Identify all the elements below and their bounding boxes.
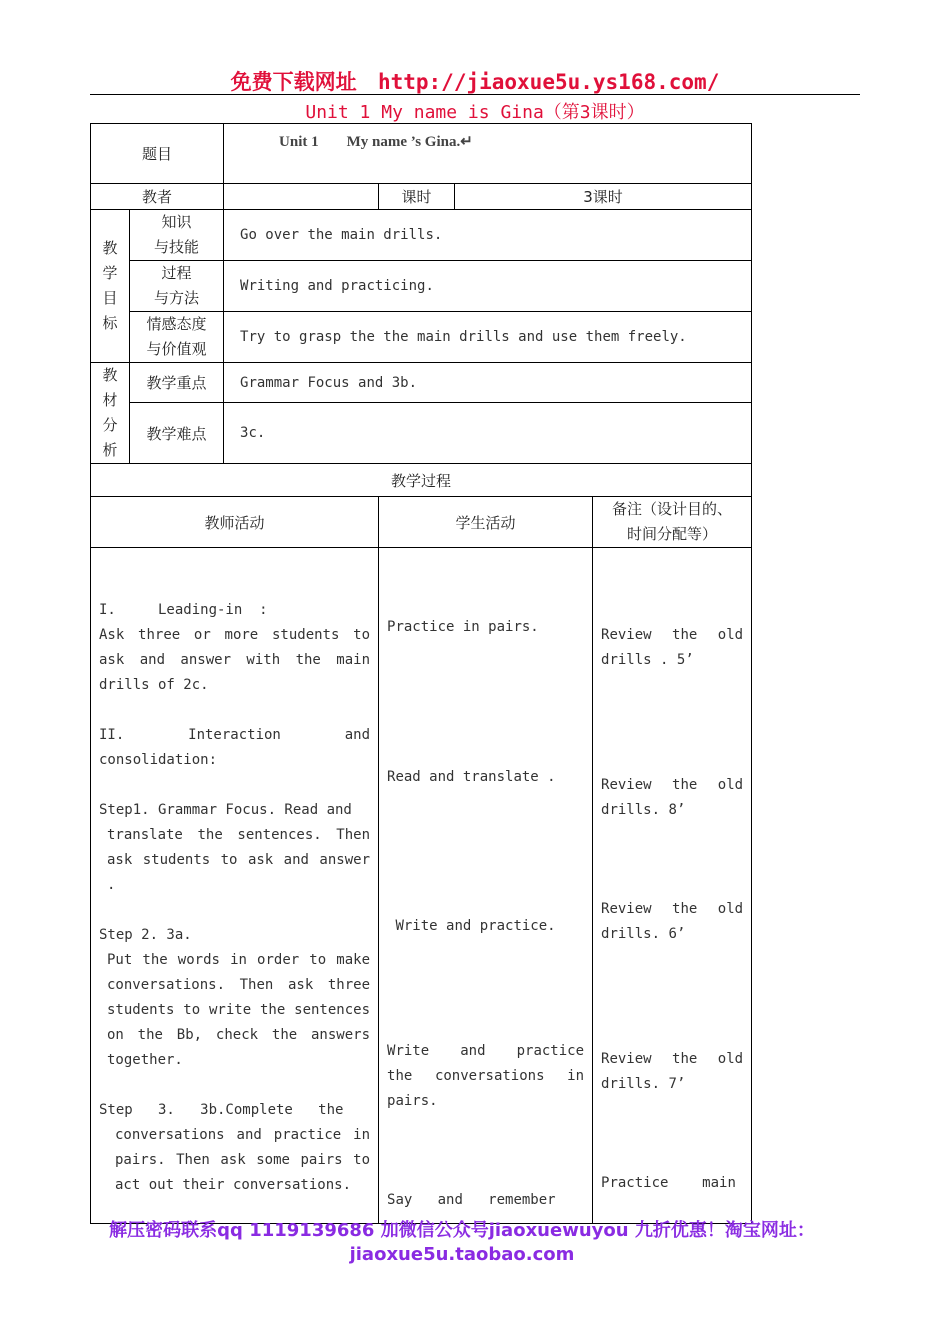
period-value: 3课时 [455, 184, 752, 210]
teacher-activity-item: Step 3. 3b.Complete the conversations and practice in pairs. Then ask some pairs to act out their conversations. [99, 1102, 371, 1193]
goal-process-label: 过程 与方法 [130, 261, 224, 312]
key-point-text: Grammar Focus and 3b. [224, 363, 752, 403]
topic-label: 题目 [91, 124, 224, 184]
teacher-label: 教者 [91, 184, 224, 210]
download-site-label: 免费下载网址 [230, 70, 357, 94]
goal-knowledge-text: Go over the main drills. [224, 210, 752, 261]
goals-label: 教 学 目 标 [91, 210, 130, 363]
footer-contact: 解压密码联系qq 1119139686 加微信公众号jiaoxuewuyou 九折优惠！淘宝网址：jiaoxue5u.taobao.com [109, 1220, 815, 1265]
teacher-activity-item: Step1. Grammar Focus. Read and translate the sentences. Then ask students to ask and answer . [99, 802, 371, 893]
teacher-value [224, 184, 379, 210]
student-activity-item: Write and practice. [387, 918, 556, 934]
teacher-activity-header: 教师活动 [91, 497, 379, 548]
student-activity-item: Read and translate . [387, 769, 556, 785]
goal-process-text: Writing and practicing. [224, 261, 752, 312]
topic-name: My name ’s Gina.↵ [346, 134, 473, 150]
analysis-label: 教 材 分 析 [91, 363, 130, 464]
student-activity-item: Practice in pairs. [387, 619, 539, 635]
topic-value-cell [224, 124, 752, 184]
topic-value [279, 132, 473, 151]
note-item: Review the old drills. 6’ [601, 901, 752, 942]
process-heading: 教学过程 [91, 464, 752, 497]
goal-knowledge-label: 知识 与技能 [130, 210, 224, 261]
note-item: Review the old drills. 8’ [601, 777, 752, 818]
teacher-activity-item: Step 2. 3a. Put the words in order to make conversations. Then ask three students to write the sentences on the Bb, check the answers together. [99, 927, 371, 1068]
page-title: Unit 1 My name is Gina（第3课时） [305, 102, 645, 123]
header-rule [90, 94, 860, 95]
notes-header: 备注（设计目的、 时间分配等） [593, 497, 752, 548]
difficult-point-text: 3c. [224, 403, 752, 464]
key-point-label: 教学重点 [130, 363, 224, 403]
student-activity-item: Say and remember [387, 1192, 556, 1208]
note-item: Practice main [601, 1175, 736, 1191]
period-label: 课时 [379, 184, 455, 210]
difficult-point-label: 教学难点 [130, 403, 224, 464]
download-site-header [0, 66, 950, 96]
note-item: Review the old drills . 5’ [601, 627, 752, 668]
student-activity-item: Write and practice the conversations in pairs. [387, 1043, 593, 1109]
download-site-link[interactable]: http://jiaoxue5u.ys168.com/ [377, 70, 720, 94]
goal-attitude-text: Try to grasp the the main drills and use them freely. [224, 312, 752, 363]
teacher-activity-item: II. Interaction and consolidation: [99, 727, 379, 768]
teacher-activity-item: I. Leading-in : Ask three or more students to ask and answer with the main drills of 2c. [99, 602, 371, 693]
lesson-plan-table [90, 123, 752, 1224]
student-activity-header: 学生活动 [379, 497, 593, 548]
student-activities-cell [379, 548, 593, 1224]
goal-attitude-label: 情感态度 与价值观 [130, 312, 224, 363]
note-item: Review the old drills. 7’ [601, 1051, 752, 1092]
notes-cell [593, 548, 752, 1224]
topic-unit: Unit 1 [279, 134, 319, 150]
teacher-activities-cell [91, 548, 379, 1224]
